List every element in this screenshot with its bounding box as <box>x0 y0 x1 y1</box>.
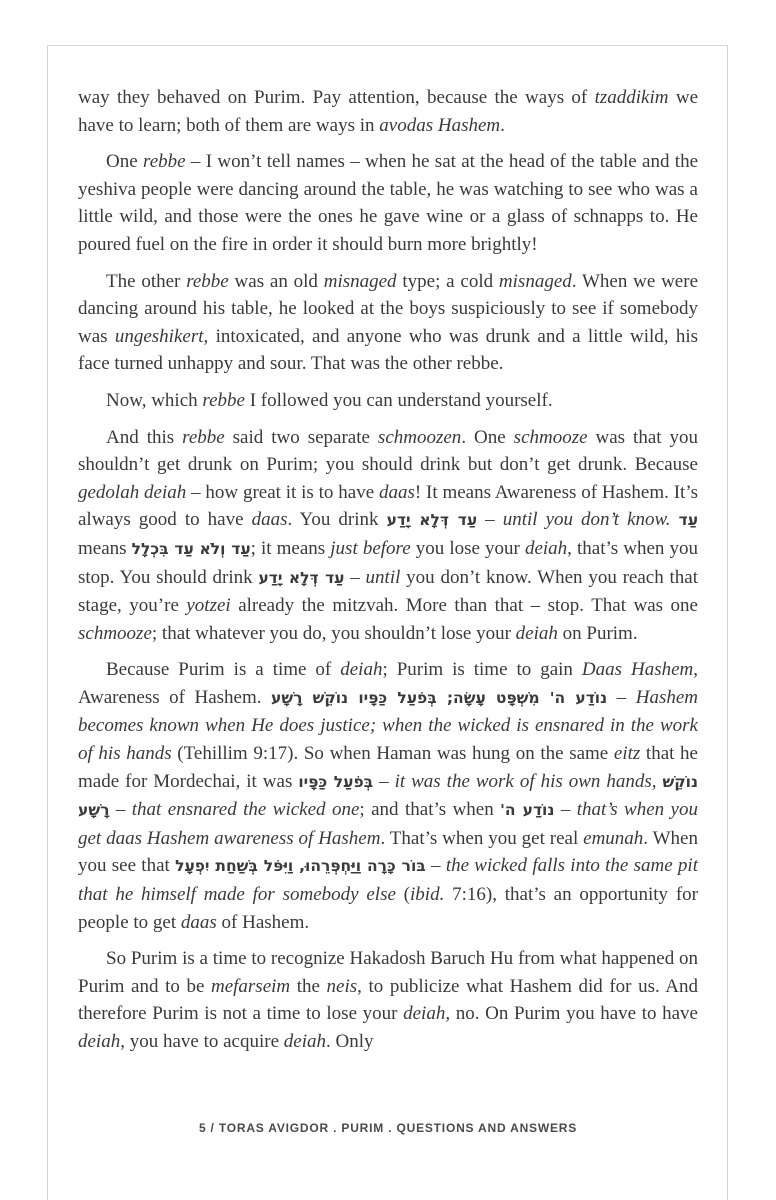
hebrew-phrase: נוֹדַע ה' מִשְׁפָּט עָשָׂה; בְּפֹעַל כַּפָּיו נוֹקֵשׁ רָשָׁע <box>271 688 608 707</box>
page-footer: 5 / TORAS AVIGDOR . PURIM . QUESTIONS AND ANSWERS <box>198 1121 578 1135</box>
paragraph: One rebbe – I won’t tell names – when he sat at the head of the table and the yeshiva people were dancing around the table, he was watching to see who was a little wild, and those were the ones he gave wine or a glass of schnapps to. He poured fuel on the fire in order it should burn more brightly! <box>78 151 698 255</box>
paragraph: And this rebbe said two separate schmoozen. One schmooze was that you shouldn’t get drunk on Purim; you should drink but don’t get drunk. Because gedolah deiah – how great it is to have daas! It means Awareness of Hashem. It’s always good to have daas. You drink עַד דְּלָא יָדַע – until you don’t know. עַד means עַד וְלֹא עַד בִּכְלָל; it means just before you lose your deiah, that’s when you stop. You should drink עַד דְּלָא יָדַע – until you don’t know. When you reach that stage, you’re yotzei already the mitzvah. More than that – stop. That was one schmooze; that whatever you do, you shouldn’t lose your deiah on Purim. <box>78 426 699 644</box>
paragraph: So Purim is a time to recognize Hakadosh Baruch Hu from what happened on Purim and to be mefarseim the neis, to publicize what Hashem did for us. And therefore Purim is not a time to lose your deiah, no. On Purim you have to have deiah, you have to acquire deiah. Only <box>78 948 698 1052</box>
hebrew-phrase: עַד וְלֹא עַד בִּכְלָל <box>131 539 251 558</box>
hebrew-phrase: נוֹקֵשׁ רָשָׁע <box>78 772 699 820</box>
hebrew-phrase: נוֹדַע ה' <box>500 801 555 820</box>
hebrew-phrase: בּוֹר כָּרָה וַיַּחְפְּרֵהוּ, וַיִּפֹּל בְּשַׁחַת יִפְעָל <box>175 857 426 876</box>
hebrew-phrase: עַד דְּלָא יָדַע <box>258 568 345 587</box>
paragraph: way they behaved on Purim. Pay attention, because the ways of tzaddikim we have to learn; both of them are ways in avodas Hashem. <box>78 87 698 136</box>
hebrew-phrase: עַד <box>678 511 699 530</box>
paragraph: The other rebbe was an old misnaged type; a cold misnaged. When we were dancing around his table, he looked at the boys suspiciously to see if somebody was ungeshikert, intoxicated, and anyone who was drunk and a little wild, his face turned unhappy and sour. That was the other rebbe. <box>78 270 699 375</box>
hebrew-phrase: בְּפֹעַל כַּפָּיו <box>298 772 374 791</box>
hebrew-phrase: עַד דְּלָא יָדַע <box>386 511 478 530</box>
text-column <box>78 84 698 1065</box>
paragraph: Now, which rebbe I followed you can understand yourself. <box>106 389 553 411</box>
paragraph: Because Purim is a time of deiah; Purim is time to gain Daas Hashem, Awareness of Hashem. נוֹדַע ה' מִשְׁפָּט עָשָׂה; בְּפֹעַל כַּפָּיו נוֹקֵשׁ רָשָׁע – Hashem becomes known when He does justice; when the wicked is ensnared in the work of his hands (Tehillim 9:17). So when Haman was hung on the same eitz that he made for Mordechai, it was בְּפֹעַל כַּפָּיו – it was the work of his own hands, נוֹקֵשׁ רָשָׁע – that ensnared the wicked one; and that’s when נוֹדַע ה' – that’s when you get daas Hashem awareness of Hashem. That’s when you get real emunah. When you see that בּוֹר כָּרָה וַיַּחְפְּרֵהוּ, וַיִּפֹּל בְּשַׁחַת יִפְעָל – the wicked falls into the same pit that he himself made for somebody else (ibid. 7:16), that’s an opportunity for people to get daas of Hashem. <box>78 659 699 933</box>
